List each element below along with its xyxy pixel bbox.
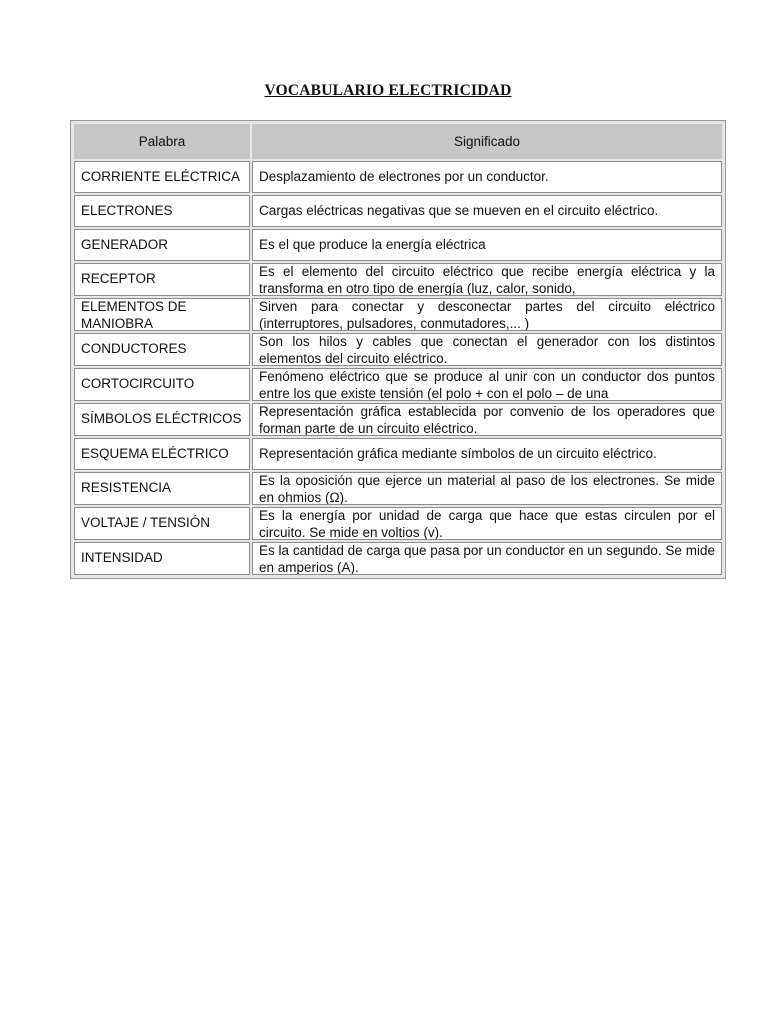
word-text: RECEPTOR bbox=[81, 271, 156, 287]
meaning-text: Sirven para conectar y desconectar partes del circuito eléctrico (interruptores, pulsadores, conmutadores,... ) bbox=[259, 299, 715, 330]
meaning-text: Es la cantidad de carga que pasa por un conductor en un segundo. Se mide en amperios (A). bbox=[259, 543, 715, 574]
header-word: Palabra bbox=[74, 124, 250, 159]
word-text: CONDUCTORES bbox=[81, 341, 187, 357]
meaning-text: Es la oposición que ejerce un material al paso de los electrones. Se mide en ohmios (Ω). bbox=[259, 473, 715, 504]
meaning-text: Desplazamiento de electrones por un conductor. bbox=[259, 168, 549, 184]
meaning-cell bbox=[252, 368, 722, 401]
meaning-cell bbox=[252, 298, 722, 331]
word-cell bbox=[74, 298, 250, 331]
word-text: GENERADOR bbox=[81, 236, 169, 252]
header-meaning: Significado bbox=[252, 124, 722, 159]
word-text: ELEMENTOS DE MANIOBRA bbox=[81, 299, 187, 330]
meaning-text: Cargas eléctricas negativas que se mueven en el circuito eléctrico. bbox=[259, 202, 659, 218]
table-header-row bbox=[74, 124, 722, 159]
word-text: INTENSIDAD bbox=[81, 550, 163, 566]
table-row bbox=[74, 229, 722, 261]
word-cell bbox=[74, 263, 250, 296]
meaning-cell bbox=[252, 263, 722, 296]
word-cell bbox=[74, 403, 250, 436]
meaning-cell bbox=[252, 229, 722, 261]
word-cell bbox=[74, 368, 250, 401]
word-text: ESQUEMA ELÉCTRICO bbox=[81, 445, 229, 461]
meaning-cell bbox=[252, 507, 722, 540]
table-row bbox=[74, 333, 722, 366]
word-cell bbox=[74, 507, 250, 540]
meaning-text: Fenómeno eléctrico que se produce al unir con un conductor dos puntos entre los que existe tensión (el polo + con el polo – de una bbox=[259, 369, 715, 400]
meaning-cell bbox=[252, 438, 722, 470]
document-title: VOCABULARIO ELECTRICIDAD bbox=[264, 82, 512, 99]
word-text: CORRIENTE ELÉCTRICA bbox=[81, 168, 241, 184]
word-cell bbox=[74, 161, 250, 193]
word-cell bbox=[74, 229, 250, 261]
table-row bbox=[74, 263, 722, 296]
meaning-cell bbox=[252, 542, 722, 575]
word-cell bbox=[74, 438, 250, 470]
word-cell bbox=[74, 542, 250, 575]
word-cell bbox=[74, 472, 250, 505]
meaning-cell bbox=[252, 403, 722, 436]
word-text: CORTOCIRCUITO bbox=[81, 376, 195, 392]
meaning-cell bbox=[252, 333, 722, 366]
word-cell bbox=[74, 333, 250, 366]
table-row bbox=[74, 507, 722, 540]
table-row bbox=[74, 161, 722, 193]
table-row bbox=[74, 298, 722, 331]
meaning-text: Es el elemento del circuito eléctrico que recibe energía eléctrica y la transforma en otro tipo de energía (luz, calor, sonido, bbox=[259, 264, 715, 295]
meaning-text: Es la energía por unidad de carga que hace que estas circulen por el circuito. Se mide en voltios (v). bbox=[259, 508, 715, 539]
word-text: ELECTRONES bbox=[81, 202, 173, 218]
meaning-text: Son los hilos y cables que conectan el generador con los distintos elementos del circuito eléctrico. bbox=[259, 334, 715, 365]
table-body bbox=[74, 161, 722, 575]
table-row bbox=[74, 472, 722, 505]
word-cell bbox=[74, 195, 250, 227]
word-text: RESISTENCIA bbox=[81, 480, 172, 496]
vocabulary-table bbox=[70, 120, 726, 579]
meaning-cell bbox=[252, 161, 722, 193]
meaning-cell bbox=[252, 472, 722, 505]
meaning-cell bbox=[252, 195, 722, 227]
meaning-text: Representación gráfica establecida por convenio de los operadores que forman parte de un circuito eléctrico. bbox=[259, 404, 715, 435]
meaning-text: Es el que produce la energía eléctrica bbox=[259, 236, 486, 252]
table-row bbox=[74, 368, 722, 401]
word-text: VOLTAJE / TENSIÓN bbox=[81, 515, 211, 531]
meaning-text: Representación gráfica mediante símbolos de un circuito eléctrico. bbox=[259, 445, 657, 461]
table-row bbox=[74, 195, 722, 227]
word-text: SÍMBOLOS ELÉCTRICOS bbox=[81, 411, 242, 427]
table-row bbox=[74, 542, 722, 575]
table-row bbox=[74, 438, 722, 470]
table-row bbox=[74, 403, 722, 436]
